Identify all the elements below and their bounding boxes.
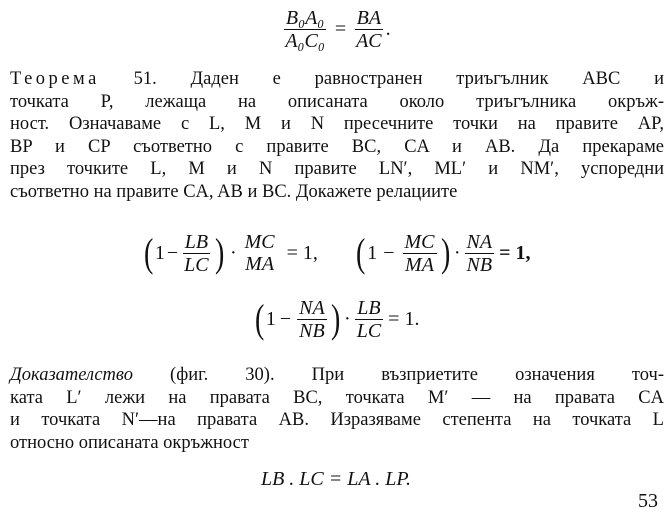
equals-one: = 1,: [286, 241, 318, 264]
relations-row-1: [0, 224, 672, 282]
minus-sign: −: [383, 241, 395, 264]
fraction-lb-lc: [182, 232, 210, 275]
fraction-numerator: LB: [357, 296, 381, 319]
final-formula: LB . LC = LA . LP.: [260, 467, 412, 490]
dot-operator: ·: [229, 241, 237, 264]
fraction-denominator: NB: [299, 319, 325, 342]
theorem-line: BP и CP съответно с правите BC, CA и AB. Да прекараме: [10, 136, 664, 157]
equals-sign: =: [334, 17, 347, 40]
proof-line: и точката N′—на правата AB. Изразяваме степента на точката L: [10, 410, 664, 431]
relation-3: [253, 298, 420, 341]
equals-one: = 1.: [388, 307, 420, 330]
fraction-numerator: BA: [356, 6, 382, 29]
formula-end: .: [385, 17, 391, 40]
fraction-denominator: MA: [405, 253, 434, 276]
minus-sign: −: [279, 307, 292, 330]
proof-paragraph: [10, 364, 664, 454]
fraction-na-nb: [465, 232, 495, 275]
paren-close: ): [330, 296, 341, 341]
dot-operator: ·: [344, 307, 351, 330]
proof-line: ката L′ лежи на правата BC, точката M′ — на правата CA: [10, 387, 664, 408]
fraction-numerator: NA: [299, 296, 325, 319]
paren-open: (: [143, 230, 153, 275]
top-formula: [0, 4, 672, 54]
fraction-denominator: NB: [466, 253, 493, 276]
one: 1: [265, 307, 276, 330]
paren-close: ): [440, 230, 450, 275]
fraction-lb-lc: [355, 298, 383, 341]
proof-line: относно описаната окръжност: [10, 432, 249, 453]
fraction-mc-ma: [243, 232, 277, 274]
theorem-line: точката P, лежаща на описаната около триъгълника окръж-: [10, 91, 664, 112]
paren-open: (: [355, 230, 366, 275]
theorem-line: ност. Означаваме с L, M и N пресечните точки на правите AP,: [10, 114, 664, 135]
theorem-label: Теорема: [10, 69, 100, 89]
theorem-line: Теорема 51. Даден е равностранен триъгълник ABC и: [10, 69, 664, 89]
fraction-numerator: MC: [404, 230, 435, 253]
minus-sign: −: [166, 241, 179, 264]
fraction-numerator: B₀A₀: [285, 6, 325, 29]
fraction-denominator: MA: [245, 253, 275, 275]
relation-2: [354, 232, 531, 275]
relations-row-2: [0, 290, 672, 348]
fraction-numerator: NA: [466, 230, 493, 253]
fraction-denominator: LC: [356, 319, 382, 342]
paren-open: (: [254, 296, 264, 341]
fraction-na-nb: [297, 298, 327, 341]
fraction-denominator: LC: [184, 253, 209, 276]
theorem-paragraph: [10, 68, 664, 204]
theorem-line: съответно на правите CA, AB и BC. Докажете релациите: [10, 181, 458, 202]
fraction-mc-ma: [403, 232, 437, 275]
one: 1: [154, 241, 165, 264]
fraction-b0a0-a0c0: [283, 8, 326, 51]
theorem-line: през точките L, M и N правите LN′, ML′ и NM′, успоредни: [10, 159, 664, 180]
fraction-numerator: LB: [184, 230, 209, 253]
page-number: 53: [638, 490, 658, 512]
fraction-ba-ac: [354, 8, 384, 51]
relation-1: [142, 232, 318, 275]
proof-label: Доказателство: [10, 365, 133, 385]
fraction-denominator: A₀C₀: [285, 29, 325, 52]
equals-one: = 1,: [499, 241, 531, 264]
proof-line: Доказателство (фиг. 30). При възприетите означения точ-: [10, 365, 664, 385]
dot-operator: ·: [453, 241, 461, 264]
fraction-denominator: AC: [356, 29, 382, 52]
fraction-numerator: MC: [244, 231, 275, 253]
one: 1: [367, 241, 378, 264]
paren-close: ): [214, 230, 224, 275]
